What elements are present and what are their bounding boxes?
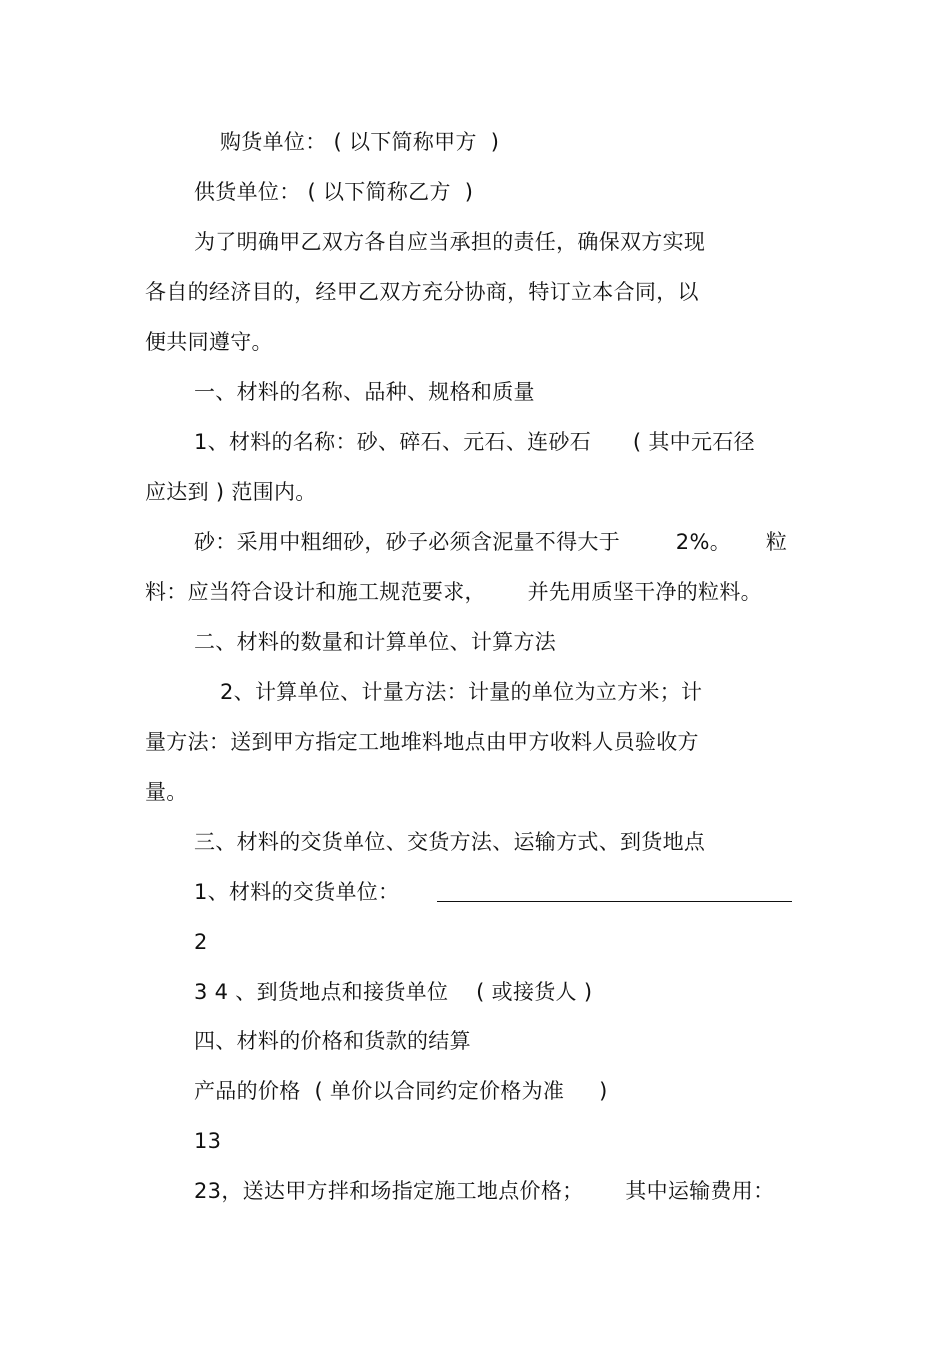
measure-line-3: 量。: [145, 780, 188, 804]
delivery-unit-blank: [437, 901, 792, 902]
section-3-heading: 三、材料的交货单位、交货方法、运输方式、到货地点: [194, 830, 706, 854]
material-name-line-1: 1、材料的名称：砂、碎石、元石、连砂石 ( 其中元石径: [194, 430, 755, 454]
item-2-line: 2: [194, 930, 208, 954]
transport-price-line: 23，送达甲方拌和场指定施工地点价格； 其中运输费用：: [194, 1179, 775, 1203]
sand-spec-line-1: 砂：采用中粗细砂，砂子必须含泥量不得大于 2%。 粒: [194, 530, 788, 554]
sand-spec-line-2: 料：应当符合设计和施工规范要求， 并先用质坚干净的粒料。: [145, 580, 762, 604]
section-1-heading: 一、材料的名称、品种、规格和质量: [194, 380, 535, 404]
delivery-location-line: 3 4 、到货地点和接货单位 ( 或接货人 ): [194, 980, 593, 1004]
section-4-heading: 四、材料的价格和货款的结算: [194, 1029, 471, 1053]
section-2-heading: 二、材料的数量和计算单位、计算方法: [194, 630, 557, 654]
delivery-unit-line: 1、材料的交货单位：: [194, 880, 400, 904]
intro-line-2: 各自的经济目的，经甲乙双方充分协商，特订立本合同，以: [145, 280, 699, 304]
material-name-line-2: 应达到 ) 范围内。: [145, 480, 317, 504]
price-line: 产品的价格 ( 单价以合同约定价格为准 ): [194, 1079, 608, 1103]
intro-line-1: 为了明确甲乙双方各自应当承担的责任，确保双方实现: [194, 230, 706, 254]
buyer-line: 购货单位： ( 以下简称甲方 ): [220, 130, 500, 154]
measure-line-1: 2、计算单位、计量方法：计量的单位为立方米；计: [220, 680, 703, 704]
intro-line-3: 便共同遵守。: [145, 330, 273, 354]
supplier-line: 供货单位： ( 以下简称乙方 ): [194, 180, 474, 204]
measure-line-2: 量方法：送到甲方指定工地堆料地点由甲方收料人员验收方: [145, 730, 699, 754]
item-13-line: 13: [194, 1129, 222, 1153]
